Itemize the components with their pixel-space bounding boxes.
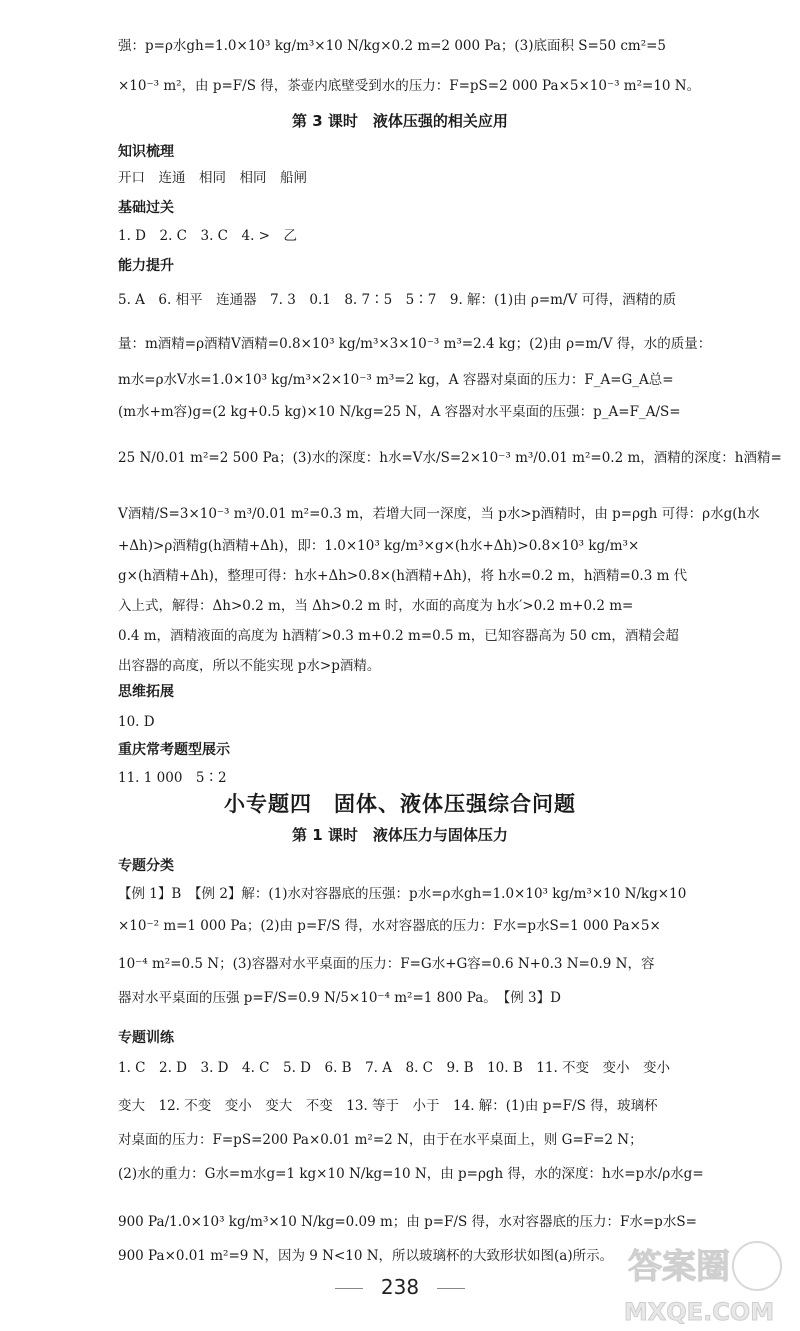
classify-line: 【例 1】B 【例 2】解：(1)水对容器底的压强：p水=ρ水gh=1.0×10³ kg/m³×10 N/kg×10 [118,886,687,902]
ability-line: 出容器的高度，所以不能实现 p水>p酒精。 [118,658,381,674]
classify-line: 10⁻⁴ m²=0.5 N；(3)容器对水平桌面的压力：F=G水+G容=0.6 N+0.3 N=0.9 N，容 [118,956,655,972]
ability-line: V酒精/S=3×10⁻³ m³/0.01 m²=0.3 m，若增大同一深度，当 p水>p酒精时，由 p=ρgh 可得：ρ水g(h水 [118,506,760,522]
ability-line: (m水+m容)g=(2 kg+0.5 kg)×10 N/kg=25 N，A 容器对水平桌面的压强：p_A=F_A/S= [118,404,681,420]
text-line: 强：p=ρ水gh=1.0×10³ kg/m³×10 N/kg×0.2 m=2 000 Pa；(3)底面积 S=50 cm²=5 [118,38,667,54]
divider [335,1288,363,1289]
ability-line: 5. A 6. 相平 连通器 7. 3 0.1 8. 7∶5 5∶7 9. 解：(1)由 ρ=m/V 可得，酒精的质 [118,292,677,308]
ability-line: +Δh)>ρ酒精g(h酒精+Δh)，即：1.0×10³ kg/m³×g×(h水+Δh)>0.8×10³ kg/m³× [118,538,640,554]
divider [437,1288,465,1289]
page-number: 238 [380,1275,420,1299]
ability-line: 量：m酒精=ρ酒精V酒精=0.8×10³ kg/m³×3×10⁻³ m³=2.4 kg；(2)由 ρ=m/V 得，水的质量： [118,336,712,352]
training-line: 900 Pa×0.01 m²=9 N，因为 9 N<10 N，所以玻璃杯的大致形状如图(a)所示。 [118,1248,614,1264]
thinking-answers: 10. D [118,714,155,730]
ability-line: g×(h酒精+Δh)，整理可得：h水+Δh>0.8×(h酒精+Δh)，将 h水=0.2 m，h酒精=0.3 m 代 [118,568,688,584]
topic-4-title: 小专题四 固体、液体压强综合问题 [224,792,576,816]
ability-line: 0.4 m，酒精液面的高度为 h酒精′>0.3 m+0.2 m=0.5 m，已知容器高为 50 cm，酒精会超 [118,628,679,644]
knowledge-heading: 知识梳理 [118,144,174,160]
chongqing-answers: 11. 1 000 5∶2 [118,770,227,786]
training-line: 1. C 2. D 3. D 4. C 5. D 6. B 7. A 8. C 9. B 10. B 11. 不变 变小 变小 [118,1060,671,1076]
chongqing-heading: 重庆常考题型展示 [118,742,230,758]
classify-line: 器对水平桌面的压强 p=F/S=0.9 N/5×10⁻⁴ m²=1 800 Pa。 【例 3】D [118,990,561,1006]
basic-answers: 1. D 2. C 3. C 4. > 乙 [118,228,297,244]
thinking-heading: 思维拓展 [118,684,174,700]
watermark-icon [607,1232,792,1327]
svg-text:MXQE.COM: MXQE.COM [623,1298,775,1326]
training-line: 900 Pa/1.0×10³ kg/m³×10 N/kg=0.09 m；由 p=F/S 得，水对容器底的压力：F水=p水S= [118,1214,697,1230]
basic-heading: 基础过关 [118,200,174,216]
watermark-logo [607,1232,792,1327]
ability-line: 25 N/0.01 m²=2 500 Pa；(3)水的深度：h水=V水/S=2×10⁻³ m³/0.01 m²=0.2 m，酒精的深度：h酒精= [118,450,782,466]
topic-4-lesson-title: 第 1 课时 液体压力与固体压力 [292,826,508,844]
knowledge-answers: 开口 连通 相同 相同 船闸 [118,170,307,186]
text-line: ×10⁻³ m²，由 p=F/S 得，茶壶内底壁受到水的压力：F=pS=2 000 Pa×5×10⁻³ m²=10 N。 [118,78,701,94]
training-heading: 专题训练 [118,1030,174,1046]
ability-line: 入上式，解得：Δh>0.2 m，当 Δh>0.2 m 时，水面的高度为 h水′>0.2 m+0.2 m= [118,598,634,614]
svg-text:答案圈: 答案圈 [628,1247,730,1287]
classify-heading: 专题分类 [118,858,174,874]
classify-line: ×10⁻² m=1 000 Pa；(2)由 p=F/S 得，水对容器底的压力：F水=p水S=1 000 Pa×5× [118,918,661,934]
training-line: (2)水的重力：G水=m水g=1 kg×10 N/kg=10 N，由 p=ρgh 得，水的深度：h水=p水/ρ水g= [118,1166,704,1182]
lesson-3-title: 第 3 课时 液体压强的相关应用 [292,112,508,130]
ability-line: m水=ρ水V水=1.0×10³ kg/m³×2×10⁻³ m³=2 kg，A 容器对桌面的压力：F_A=G_A总= [118,372,674,388]
training-line: 对桌面的压力：F=pS=200 Pa×0.01 m²=2 N，由于在水平桌面上，则 G=F=2 N； [118,1132,643,1148]
training-line: 变大 12. 不变 变小 变大 不变 13. 等于 小于 14. 解：(1)由 p=F/S 得，玻璃杯 [118,1098,658,1114]
ability-heading: 能力提升 [118,258,174,274]
